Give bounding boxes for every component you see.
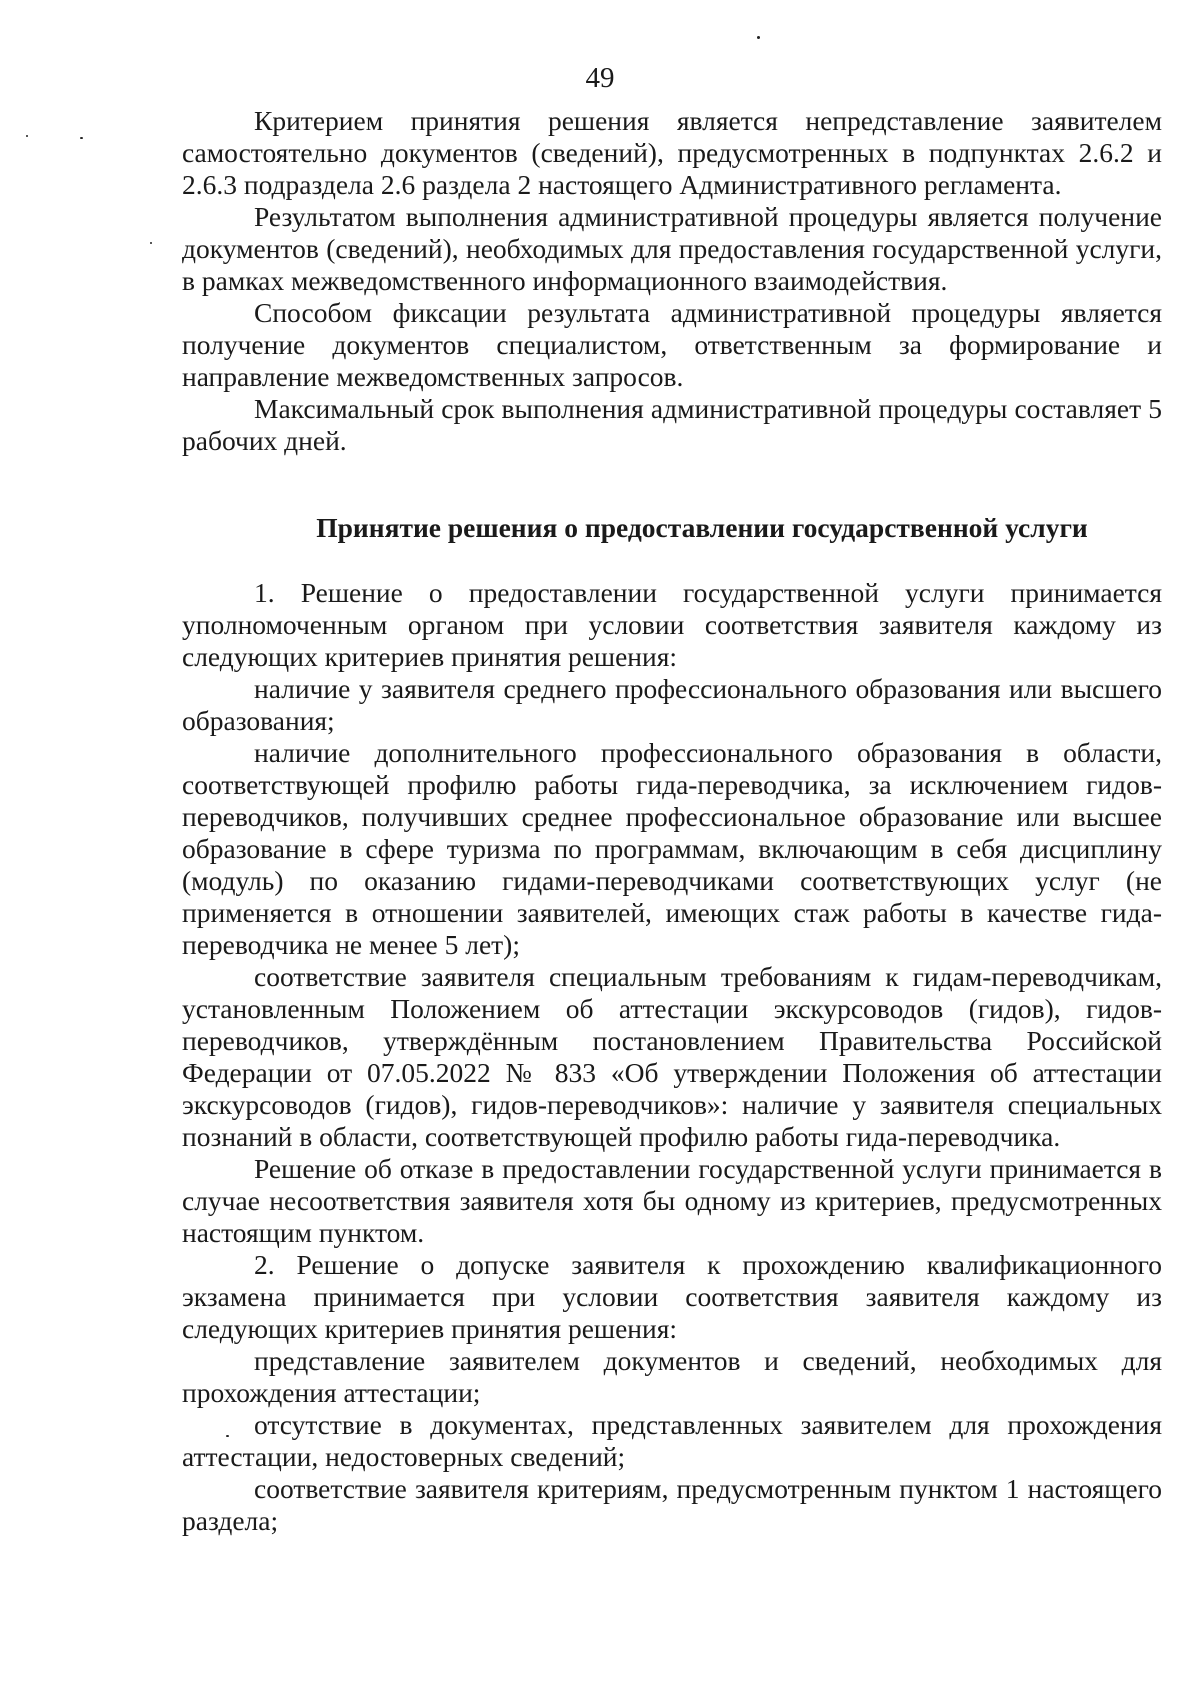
paragraph: 2. Решение о допуске заявителя к прохождению квалификационного экзамена принимается при условии соответствия заявителя каждому из следующих критериев принятия решения: xyxy=(182,1249,1162,1344)
paragraph: соответствие заявителя специальным требованиям к гидам-переводчикам, установленным Положением об аттестации экскурсоводов (гидов), гидов-переводчиков, утверждённым постановлением Правительства Российской Федерации от 07.05.2022 № 833 «Об утверждении Положения об аттестации экскурсоводов (гидов), гидов-переводчиков»: наличие у заявителя специальных познаний в области, соответствующей профилю работы гида-переводчика. xyxy=(182,961,1162,1152)
paragraph: Максимальный срок выполнения административной процедуры составляет 5 рабочих дней. xyxy=(182,393,1162,456)
paragraph: Критерием принятия решения является непредставление заявителем самостоятельно документов (сведений), предусмотренных в подпунктах 2.6.2 и 2.6.3 подраздела 2.6 раздела 2 настоящего Административного регламента. xyxy=(182,105,1162,200)
scan-speck xyxy=(80,137,83,139)
paragraph: наличие у заявителя среднего профессионального образования или высшего образования; xyxy=(182,673,1162,736)
scan-speck xyxy=(150,242,152,244)
document-body xyxy=(182,105,1162,1537)
scan-speck xyxy=(757,36,760,39)
paragraph: отсутствие в документах, представленных заявителем для прохождения аттестации, недостоверных сведений; xyxy=(182,1409,1162,1472)
paragraph: соответствие заявителя критериям, предусмотренным пунктом 1 настоящего раздела; xyxy=(182,1473,1162,1536)
section-heading: Принятие решения о предоставлении государственной услуги xyxy=(316,512,1088,543)
paragraph: Решение об отказе в предоставлении государственной услуги принимается в случае несоответствия заявителя хотя бы одному из критериев, предусмотренных настоящим пунктом. xyxy=(182,1153,1162,1248)
paragraph: Способом фиксации результата административной процедуры является получение документов специалистом, ответственным за формирование и направление межведомственных запросов. xyxy=(182,297,1162,392)
page-number: 49 xyxy=(585,62,615,94)
paragraph: Результатом выполнения административной процедуры является получение документов (сведений), необходимых для предоставления государственной услуги, в рамках межведомственного информационного взаимодействия. xyxy=(182,201,1162,296)
paragraph: наличие дополнительного профессионального образования в области, соответствующей профилю работы гида-переводчика, за исключением гидов-переводчиков, получивших среднее профессиональное образование или высшее образование в сфере туризма по программам, включающим в себя дисциплину (модуль) по оказанию гидами-переводчиками соответствующих услуг (не применяется в отношении заявителей, имеющих стаж работы в качестве гида-переводчика не менее 5 лет); xyxy=(182,737,1162,960)
paragraph: представление заявителем документов и сведений, необходимых для прохождения аттестации; xyxy=(182,1345,1162,1408)
paragraph: 1. Решение о предоставлении государственной услуги принимается уполномоченным органом при условии соответствия заявителя каждому из следующих критериев принятия решения: xyxy=(182,577,1162,672)
scan-speck xyxy=(26,135,28,137)
